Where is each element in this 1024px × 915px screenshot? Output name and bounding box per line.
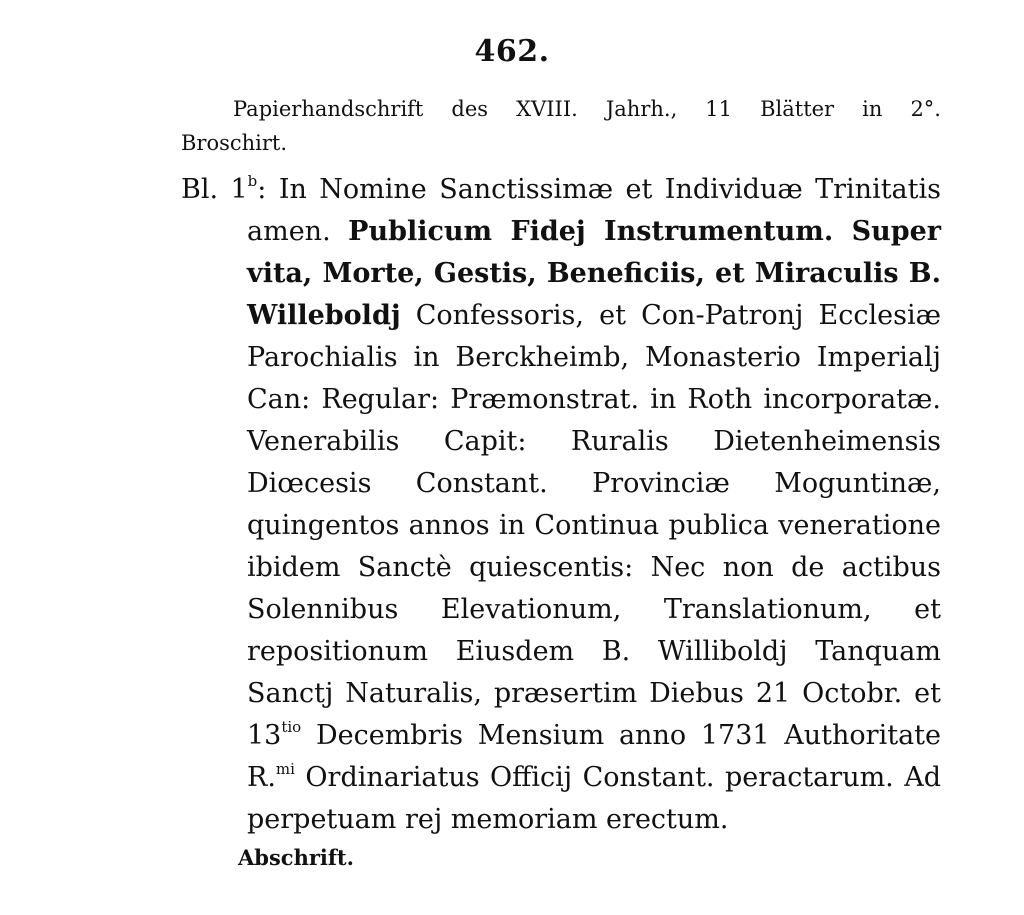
entry-body-part1: Confessoris, et Con-Patronj Ecclesiæ Parochialis in Berckheimb, Monasterio Imperialj Can: Regular: Præmonstrat. in Roth incorporatæ. Venerabilis Capit: Ruralis Dietenheimensis Diœcesis Constant. Provinciæ Moguntinæ, quingentos annos in Continua publica veneratione ibidem Sanctè quiescentis: Nec non de actibus Solennibus Elevationum, Translationum, et repositionum Eiusdem B. Williboldj Tanquam Sanctj Naturalis, præsertim Diebus 21 Octobr. et 13 [247, 300, 941, 751]
binding-note: Broschirt. [181, 131, 288, 155]
description-line: Papierhandschrift des XVIII. Jahrh., 11 Blätter in 2°. [233, 97, 941, 121]
copy-note: Abschrift. [238, 845, 354, 870]
folio-reference: Bl. 1 [181, 174, 248, 205]
manuscript-description [181, 92, 941, 160]
entry-title: Publicum Fidej Instrumentum. Super vita, Morte, Gestis, Beneficiis, et Miraculis B. Willeboldj [247, 216, 941, 331]
entry-text [181, 169, 941, 841]
folio-colon: : [257, 174, 279, 205]
page-number: 462. [474, 34, 550, 69]
superscript-tio: tio [281, 718, 302, 736]
entry-intro: In Nomine Sanctissimæ et Individuæ Trinitatis amen. [247, 174, 941, 247]
folio-superscript: b [247, 172, 258, 190]
catalog-entry [181, 169, 941, 841]
superscript-mi: mi [275, 760, 295, 778]
entry-body-part2: Decembris Mensium anno 1731 Authoritate R. [247, 720, 941, 793]
entry-body-part3: Ordinariatus Officij Constant. peractarum. Ad perpetuam rej memoriam erectum. [247, 762, 941, 835]
